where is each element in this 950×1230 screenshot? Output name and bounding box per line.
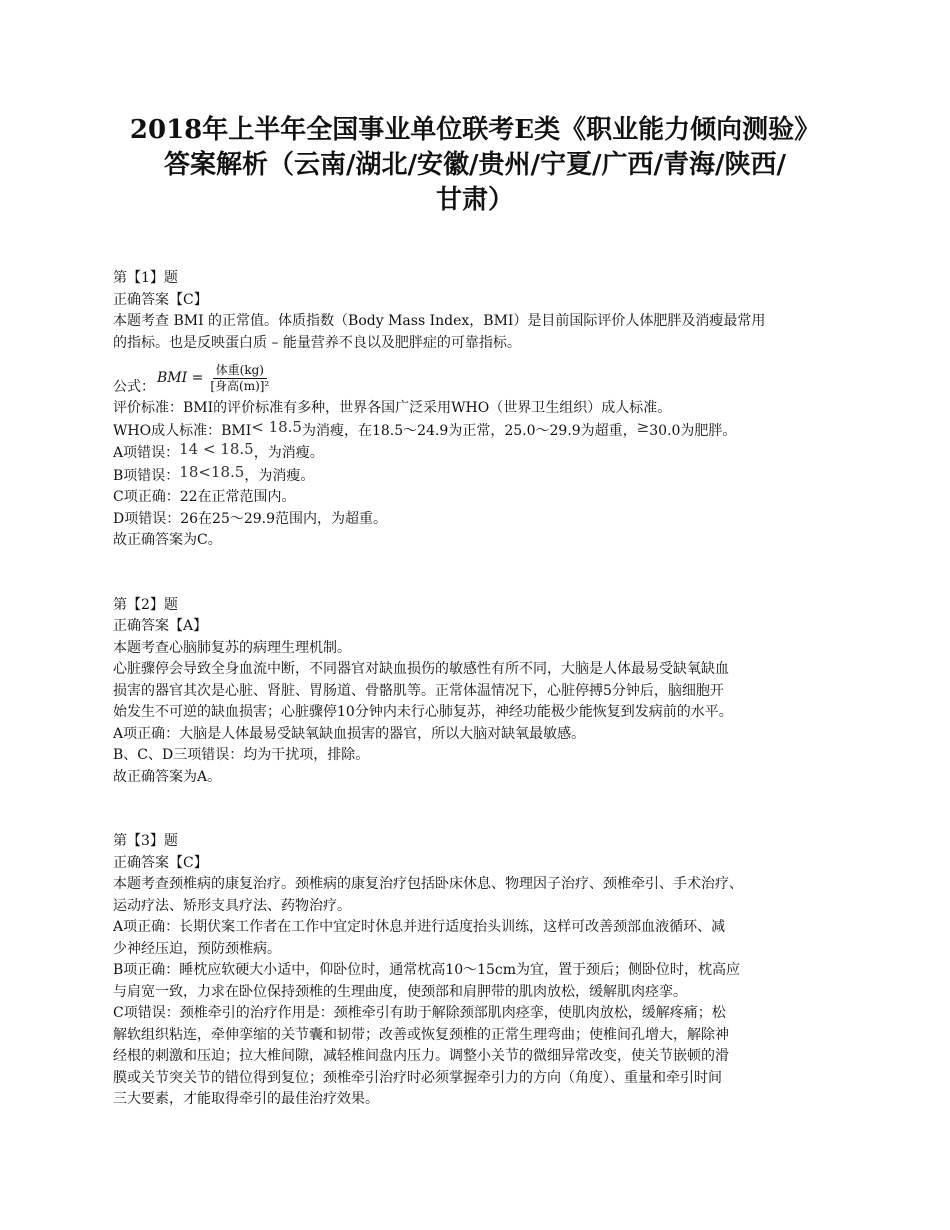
document-title	[80, 113, 870, 218]
math-inline: 14 < 18.5	[179, 442, 254, 458]
formula-lhs: BMI =	[157, 369, 204, 386]
option-c-line: C项正确：22在正常范围内。	[113, 489, 296, 505]
text: WHO成人标准：BMI	[113, 422, 252, 439]
title-line-1: 2018年上半年全国事业单位联考E类《职业能力倾向测验》	[129, 115, 821, 145]
option-a-line: A项正确：长期伏案工作者在工作中宜定时休息并进行适度抬头训练，这样可改善颈部血液循环、减	[113, 919, 726, 935]
option-d-line: D项错误：26在25～29.9范围内，为超重。	[113, 510, 388, 527]
formula-fraction	[207, 363, 272, 394]
conclusion: 故正确答案为A。	[113, 768, 222, 785]
question-heading: 第【3】题	[113, 833, 178, 849]
paragraph: 心脏骤停会导致全身血流中断，不同器官对缺血损伤的敏感性有所不同，大脑是人体最易受缺氧缺血	[113, 661, 729, 677]
question-3	[113, 831, 843, 1111]
question-heading: 第【2】题	[113, 596, 178, 613]
paragraph: 评价标准：BMI的评价标准有多种，世界各国广泛采用WHO（世界卫生组织）成人标准。	[113, 400, 672, 416]
question-2	[113, 595, 843, 789]
option-c-line: 解软组织粘连，牵伸挛缩的关节囊和韧带；改善或恢复颈椎的正常生理弯曲；使椎间孔增大，解除神	[113, 1026, 729, 1043]
math-inline: 18<18.5	[179, 464, 245, 481]
spacer	[113, 788, 843, 831]
option-c-line: 经根的刺激和压迫；拉大椎间隙，减轻椎间盘内压力。调整小关节的微细异常改变，使关节嵌顿的滑	[113, 1048, 729, 1064]
option-c-line: 膜或关节突关节的错位得到复位；颈椎牵引治疗时必须掌握牵引力的方向（角度）、重量和牵引时间	[113, 1069, 722, 1086]
option-a-line	[113, 442, 843, 465]
paragraph: 的指标。也是反映蛋白质 – 能量营养不良以及肥胖症的可靠指标。	[113, 334, 521, 351]
bmi-formula-line	[113, 354, 843, 398]
paragraph: 始发生不可逆的缺血损害；心脏骤停10分钟内未行心肺复苏，神经功能极少能恢复到发病前的水平。	[113, 704, 733, 720]
text: ，为消瘦。	[253, 445, 324, 461]
option-bcd-line: B、C、D三项错误：均为干扰项，排除。	[113, 747, 370, 763]
text: A项错误：	[113, 445, 180, 461]
correct-answer: 正确答案【C】	[113, 291, 208, 308]
conclusion: 故正确答案为C。	[113, 532, 222, 548]
option-c-line: C项错误：颈椎牵引的治疗作用是：颈椎牵引有助于解除颈部肌肉痉挛，使肌肉放松，缓解疼痛；松	[113, 1005, 726, 1021]
document-body	[113, 268, 843, 1111]
correct-answer: 正确答案【A】	[113, 618, 208, 634]
math-inline: ≥	[636, 419, 650, 436]
text: ，为消瘦。	[244, 467, 315, 484]
correct-answer: 正确答案【C】	[113, 854, 208, 871]
paragraph: 损害的器官其次是心脏、肾脏、胃肠道、骨骼肌等。正常体温情况下，心脏停搏5分钟后，脑细胞开	[113, 682, 724, 699]
question-heading: 第【1】题	[113, 270, 178, 286]
spacer	[113, 552, 843, 595]
math-inline: < 18.5	[251, 419, 302, 436]
text: 30.0为肥胖。	[649, 422, 737, 439]
paragraph: 运动疗法、矫形支具疗法、药物治疗。	[113, 897, 351, 914]
bmi-formula	[157, 363, 272, 394]
text: 为消瘦，在18.5～24.9为正常，25.0～29.9为超重，	[301, 422, 637, 439]
text: B项错误：	[113, 467, 180, 484]
paragraph: 本题考查心脑肺复苏的病理生理机制。	[113, 639, 351, 656]
paragraph: 本题考查颈椎病的康复治疗。颈椎病的康复治疗包括卧床休息、物理因子治疗、颈椎牵引、手术治疗、	[113, 876, 743, 892]
question-1	[113, 268, 843, 552]
option-c-line: 三大要素，才能取得牵引的最佳治疗效果。	[113, 1091, 379, 1107]
option-a-line: A项正确：大脑是人体最易受缺氧缺血损害的器官，所以大脑对缺氧最敏感。	[113, 725, 586, 742]
title-line-3: 甘肃）	[435, 185, 514, 215]
who-standard-line	[113, 420, 843, 443]
option-b-line: B项正确：睡枕应软硬大小适中，仰卧位时，通常枕高10～15cm为宜，置于颈后；侧卧位时，枕高应	[113, 962, 741, 978]
formula-label: 公式：	[113, 378, 155, 395]
option-a-line: 少神经压迫，预防颈椎病。	[113, 940, 281, 957]
formula-denominator: [身高(m)]²	[210, 379, 270, 393]
paragraph: 本题考查 BMI 的正常值。体质指数（Body Mass Index，BMI）是目前国际评价人体肥胖及消瘦最常用	[113, 313, 766, 329]
title-line-2: 答案解析（云南/湖北/安徽/贵州/宁夏/广西/青海/陕西/	[164, 150, 786, 180]
formula-numerator: 体重(kg)	[213, 363, 267, 379]
option-b-line	[113, 465, 843, 488]
option-b-line: 与肩宽一致，力求在卧位保持颈椎的生理曲度，使颈部和肩胛带的肌肉放松，缓解肌肉痉挛。	[113, 983, 687, 1000]
